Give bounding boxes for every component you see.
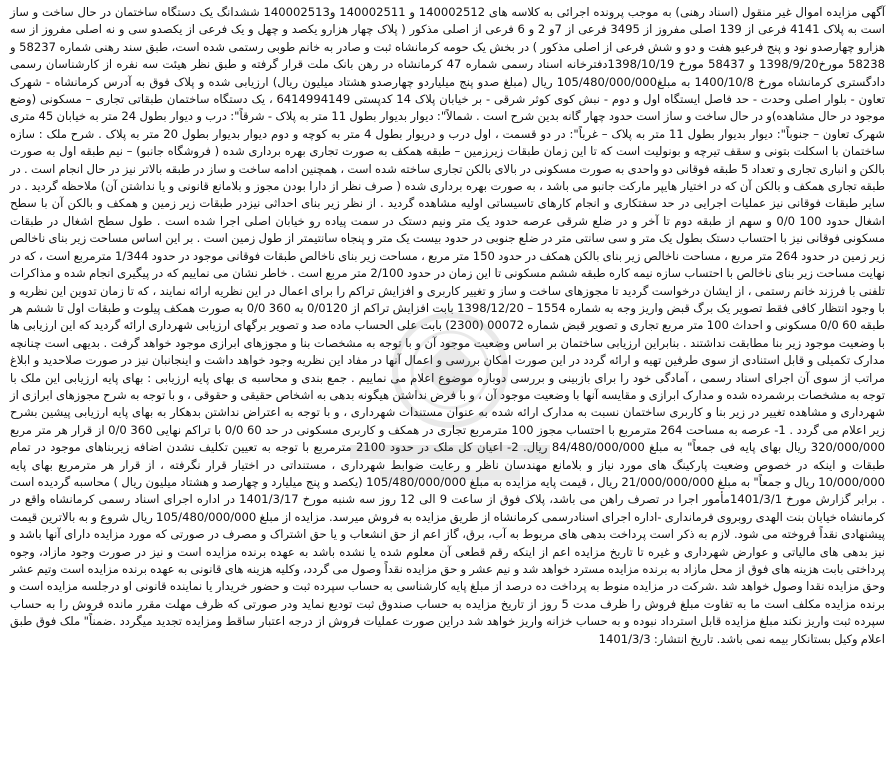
notice-body-text: آگهی مزایده اموال غیر منقول (اسناد رهنی) به موجب پرونده اجرائی به کلاسه های 140002512 و 140002511 و140002513 ششدانگ یک دستگاه ساختمان در حال ساخت و ساز است به پلاک 4141 فرعی از 139 اصلی مفروز از 3495 فرعی از 7و 2 و 6 فرعی از اصلی مذکور ( پلاک چهار هزارو یکصد و چهل و یک فرعی از یکصدو سی و نه اصلی مفروز از سه هزارو چهارصدو نود و پنج فرعیو هفت و دو و شش فرعی از اصلی مذکور ) در بخش یک حومه کرمانشاه ثبت و صادر به خانم طوبی رستمی شده است، طبق سند رهنی شماره 58237 و 58238 مورخ1398/9/20 و 58437 مورخ 1398/10/19دفترخانه اسناد رسمی شماره 47 کرمانشاه در رهن بانک ملت قرار گرفته و طبق نظر هیئت سه نفره از کارشناسان رسمی دادگستری کرمانشاه مورخ 1400/10/8 به مبلغ105/480/000/000 ریال (مبلغ صدو پنج میلیاردو چهارصدو هشتاد میلیون ریال) ارزیابی شده و پلاک فوق به آدرس کرمانشاه - شهرک تعاون - بلوار اصلی وحدت - حد فاصل ایستگاه اول و دوم - نبش کوی کوثر شرقی - بر خیابان پلاک 14 کدپستی 6414994149 ، یک دستگاه ساختمان طبقاتی تجاری – مسکونی (وضع موجود در حال مشاهده)و در حال ساخت و ساز است حدود چهار گانه بدین شرح است . شمالاً": دیوار بدیوار بطول 11 متر به پلاک - شرقاً": درب و دیوار بطول 24 متر به خیابان 45 متری شهرک تعاون – جنوباً": دیوار بدیوار بطول 11 متر به پلاک – غرباً": در دو قسمت ، اول درب و دریوار بطول 4 متر به کوچه و دوم دیوار بدیوار بطول 20 متر به پلاک . شرح ملک : سازه ساختمان با اسکلت بتونی و سقف تیرچه و بونولیت است که تا این زمان طبقات زیرزمین – طبقه همکف به صورت تجاری بهره برداری شده ( فروشگاه جانبو) – نیم طبقه اول به صورت بالکن و انباری تجاری و تعداد 5 طبقه فوقانی دو واحدی به صورت مسکونی در بالای بالکن تجاری ساخته شده است ، همچنین ادامه ساخت و ساز در طبقه بالاتر نیز در حال انجام است . در طبقه تجاری همکف و بالکن آن که در اختیار هایپر مارکت جانبو می باشد ، به صورت بهره برداری شده ( صرف نظر از دارا بودن مجوز و بلامانع قانونی و یا نداشتن آن) ملاحظه گردید . در سایر طبقات فوقانی نیز عملیات اجرایی در حد سفتکاری و انجام کارهای تاسیساتی اولیه مشاهده گردید . از نظر زیر بنای احداثی نیزدر طبقات زیر زمین و همکف و بالکن آن با سطح اشغال حدود 100 0/0 و سهم از طبقه دوم تا آخر و در ضلع شرقی عرصه حدود یک متر ونیم دستک در سمت پیاده رو خیابان اصلی اجرا شده است . طول سطح اشغال در طبقات مسکونی فوقانی نیز با احتساب دستک بطول یک متر و سی سانتی متر در ضلع جنوبی در حدود بیست یک متر و پنجاه سانتیمتر از طول زمین است . بر این اساس مساحت زیر بنای ناخالص زیر زمین در حدود 264 متر مربع ، مساحت ناخالص زیر بنای بالکن همکف در حدود 150 متر مربع ، مساحت زیر بنای ناخالص طبقات فوقانی موجود در حدود 1/344 مترمربع است ، که در نهایت مساحت زیر بنای ناخالص با احتساب سازه نیمه کاره طبقه ششم مسکونی تا این زمان در حدود 2/100 متر مربع است . خاطر نشان می نماییم که در پیگیری انجام شده و مذاکرات تلفنی با فرزند خانم رستمی ، از ایشان درخواست گردید تا مجوزهای ساخت و ساز و تغییر کاربری و افزایش تراکم را برای اعمال در این نظریه ارائه نمایند ، که تا زمان تدوین این نظریه و با وجود انتظار کافی فقط تصویر یک برگ قبض واریز وجه به شماره 1554 – 1398/12/20 بابت افزایش تراکم از 0/0120 به 360 0/0 به صورت همکف پیلوت و طبقات اول تا ششم هر طبقه 60 0/0 مسکونی و احداث 100 متر مربع تجاری و تصویر قبض شماره 00072 (2300) بابت علی الحساب ماده صد و تصویر برگهای ارزیابی شهرداری ارائه گردید که این ارزیابی ها با وضعیت موجود زیر بنا مطابقت نداشتند . بنابراین ارزیابی ساختمان بر اساس وضعیت موجود آن و با توجه به مشخصات بنا و مجوزهای ابرازی موجود خواهد گرفت . بدیهی است چنانچه مدارک تکمیلی و قابل استنادی از سوی طرفین تهیه و ارائه گردد در این صورت امکان بررسی و اعمال آنها در مفاد این نظریه وجود خواهد داشت و اینجانبان نیز در صورت صلاحدید و ابلاغ مراتب از سوی آن اجرای اسناد رسمی ، آمادگی خود را برای بازبینی و بررسی دوباره موضوع اعلام می نماییم . جمع بندی و محاسبه ی بهای پایه ارزیابی : بهای پایه ارزیابی این ملک با توجه به مشخصات برشمرده شده و مدارک ابرازی و مقایسه آنها با وضعیت موجود آن ، و با فرض نداشتن هیگونه بدهی به اشخاص حقیقی و حقوقی ، و با توجه به شرح مجوزهای ابرازی از شهرداری و مشاهده تغییر در زیر بنا و کاربری ساختمان نسبت به مدارک ارائه شده به عنوان مستندات شهرداری ، و با توجه به اعتراض نداشتن بدهکار به بهای پایه ارزیابی پیشین بشرح زیر اعلام می گردد . 1- عرصه به مساحت 264 مترمربع با احتساب مجوز 100 مترمربع تجاری در همکف و کاربری مسکونی در حد 60 0/0 با تراکم نهایی 360 0/0 از قرار هر متر مربع 320/000/000 ریال بهای پایه فی جمعاً" به مبلغ 84/480/000/000 ریال. 2- اعیان کل ملک در حدود 2100 مترمربع با توجه به تعیین تکلیف نشدن اضافه زیربناهای موجود در تمام طبقات و اینکه در خصوص وضعیت پارکینگ های مورد نیاز و بلامانع مهندسان ناظر و رعایت ضوابط شهرداری ، مستنداتی در اختیار قرار نگرفته ، از قرار هر مترمربع بهای پایه 10/000/000 ریال و جمعاً" به مبلغ 21/000/000/000 ریال ، قیمت پایه مزایده به مبلغ 105/480/000/000 (یکصد و پنج میلیارد و چهارصد و هشتاد میلیون ریال ) محاسبه گردیده است . برابر گزارش مورخ 1401/3/1مأمور اجرا در تصرف راهن می باشد، پلاک فوق از ساعت 9 الی 12 روز سه شنبه مورخ 1401/3/17 در اداره اجرای اسناد رسمی کرمانشاه واقع در کرمانشاه خیابان بنت الهدی روبروی فرمانداری -اداره اجرای اسنادرسمی کرمانشاه از طریق مزایده به فروش میرسد. مزایده از مبلغ 105/480/000/000 ریال شروع و به بالاترین قیمت پیشنهادی نقداً فروخته می شود. لازم به ذکر است پرداخت بدهی های مربوط به آب، برق، گاز اعم از حق انشعاب و یا حق اشتراک و مصرف در صورتی که مورد مزایده دارای آنها باشد و نیز بدهی های مالیاتی و عوارض شهرداری و غیره تا تاریخ مزایده اعم از اینکه رقم قطعی آن معلوم شده یا نشده باشد به عهده برنده مزایده است و نیز در صورت وجود مازاد، وجوه پرداختی بابت هزینه های فوق از محل مازاد به برنده مزایده مسترد خواهد شد و نیم عشر و حق مزایده نقداً وصول می گردد، وکلیه هزینه های قانونی به عهده برنده مزایده است وتیم عشر وحق مزایده نقدا وصول خواهد شد .شرکت در مزایده منوط به پرداخت ده درصد از مبلغ پایه کارشناسی به حساب سپرده ثبت و حضور خریدار یا نماینده قانونی او درجلسه مزایده است و برنده مزایده مکلف است ما به تفاوت مبلغ فروش را ظرف مدت 5 روز از تاریخ مزایده به حساب صندوق ثبت تودیع نماید ودر صورتی که ظرف مهلت مقرر مانده فروش را به حساب سپرده ثبت واریز نکند مبلغ مزایده قابل استرداد نبوده و به حساب خزانه واریز خواهد شد دراین صورت عملیات فروش از درجه اعتبار ساقط ومزایده تجدید میگردد .ضمناً" ملک فوق طبق اعلام وکیل بستانکار بیمه نمی باشد. تاریخ انتشار: 1401/3/3 [10,5,886,646]
